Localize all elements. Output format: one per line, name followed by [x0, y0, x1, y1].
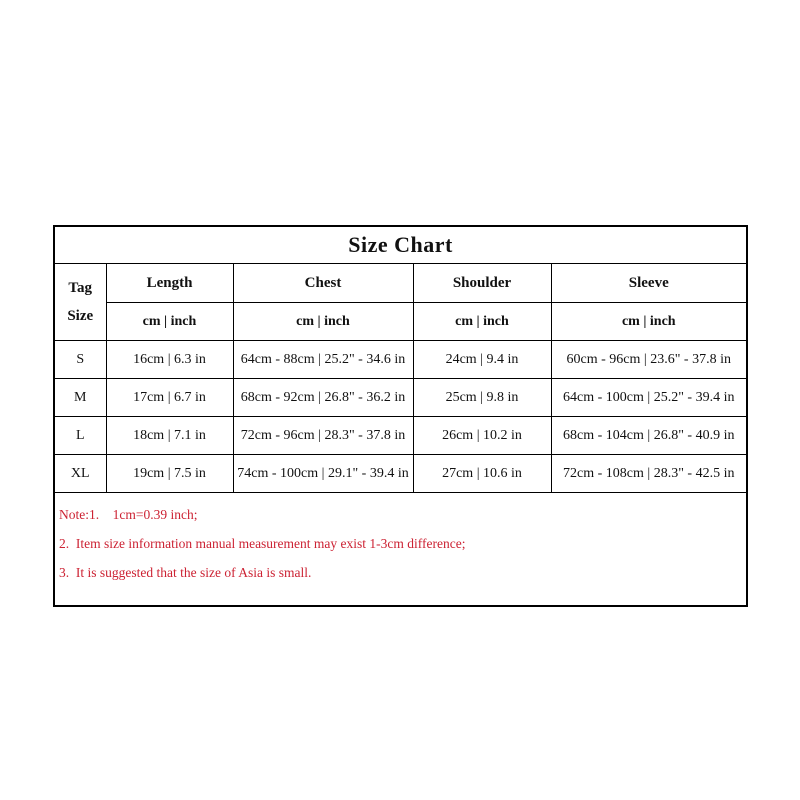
shoulder-value: 24cm | 9.4 in [413, 341, 551, 379]
size-label: S [54, 341, 106, 379]
sleeve-value: 68cm - 104cm | 26.8" - 40.9 in [551, 417, 747, 455]
unit-header-length: cm | inch [106, 303, 233, 341]
unit-header-row [54, 303, 747, 341]
table-row-m [54, 379, 747, 417]
title-row [54, 226, 747, 264]
sleeve-value: 72cm - 108cm | 28.3" - 42.5 in [551, 455, 747, 493]
notes-section [54, 493, 747, 607]
sleeve-value: 60cm - 96cm | 23.6" - 37.8 in [551, 341, 747, 379]
sleeve-value: 64cm - 100cm | 25.2" - 39.4 in [551, 379, 747, 417]
chest-value: 68cm - 92cm | 26.8" - 36.2 in [233, 379, 413, 417]
tag-header-line2: Size [67, 308, 94, 324]
tag-header-line1: Tag [68, 280, 93, 296]
chest-value: 72cm - 96cm | 28.3" - 37.8 in [233, 417, 413, 455]
note-line-3: 3. It is suggested that the size of Asia is small. [59, 565, 312, 580]
shoulder-value: 27cm | 10.6 in [413, 455, 551, 493]
chest-value: 64cm - 88cm | 25.2" - 34.6 in [233, 341, 413, 379]
length-value: 18cm | 7.1 in [106, 417, 233, 455]
note-line-1: Note:1. 1cm=0.39 inch; [59, 507, 198, 522]
table-row-xl [54, 455, 747, 493]
size-label: L [54, 417, 106, 455]
chest-value: 74cm - 100cm | 29.1" - 39.4 in [233, 455, 413, 493]
note-line-2: 2. Item size information manual measurement may exist 1-3cm difference; [59, 536, 466, 551]
notes-row [54, 493, 747, 607]
column-header-sleeve: Sleeve [551, 264, 747, 303]
unit-header-chest: cm | inch [233, 303, 413, 341]
unit-header-sleeve: cm | inch [551, 303, 747, 341]
column-header-row [54, 264, 747, 303]
shoulder-value: 25cm | 9.8 in [413, 379, 551, 417]
length-value: 19cm | 7.5 in [106, 455, 233, 493]
length-value: 16cm | 6.3 in [106, 341, 233, 379]
shoulder-value: 26cm | 10.2 in [413, 417, 551, 455]
table-row-s [54, 341, 747, 379]
column-header-length: Length [106, 264, 233, 303]
tag-size-header [54, 264, 106, 341]
length-value: 17cm | 6.7 in [106, 379, 233, 417]
page-title: Size Chart [54, 226, 747, 264]
table-row-l [54, 417, 747, 455]
column-header-shoulder: Shoulder [413, 264, 551, 303]
size-label: M [54, 379, 106, 417]
size-label: XL [54, 455, 106, 493]
unit-header-shoulder: cm | inch [413, 303, 551, 341]
size-chart-table [53, 225, 748, 607]
column-header-chest: Chest [233, 264, 413, 303]
